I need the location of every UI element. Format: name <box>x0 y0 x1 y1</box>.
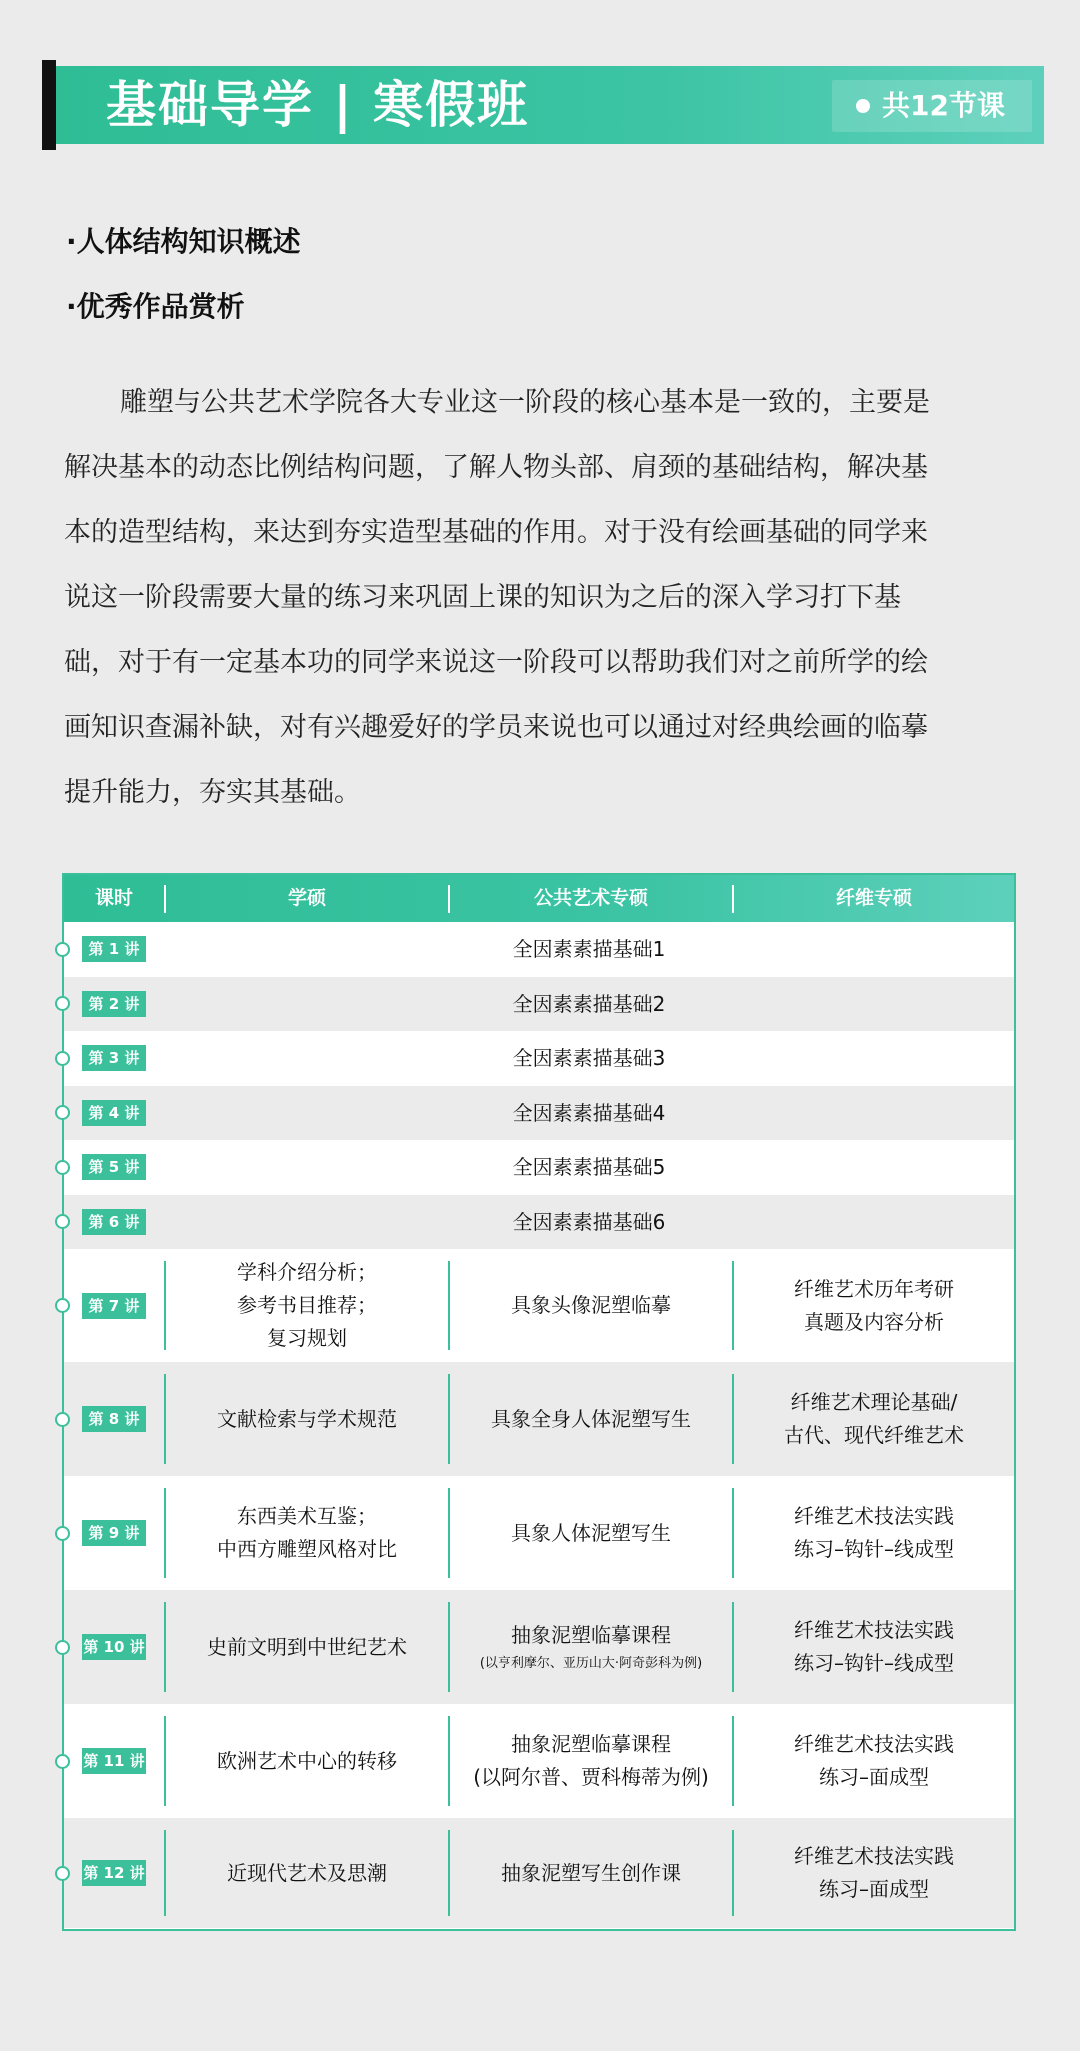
public-art-cell <box>450 1818 732 1928</box>
public-art-cell <box>450 1476 732 1590</box>
schedule-table <box>62 873 1016 1931</box>
cell-line: 纤维艺术技法实践 <box>794 1504 954 1528</box>
banner-accent-bar <box>42 60 56 150</box>
timeline-dot-icon <box>55 1298 70 1313</box>
table-row <box>64 1818 1014 1928</box>
cell-line: 纤维艺术技法实践 <box>794 1844 954 1868</box>
table-row <box>64 1362 1014 1476</box>
table-row <box>64 1590 1014 1704</box>
cell-line: (以阿尔普、贾科梅蒂为例) <box>473 1765 709 1789</box>
merged-cell: 全因素素描基础4 <box>512 1100 666 1125</box>
cell-line: 复习规划 <box>267 1326 347 1350</box>
merged-cell: 全因素素描基础3 <box>512 1046 666 1070</box>
timeline-dot-icon <box>55 1526 70 1541</box>
xueshuo-cell <box>166 1590 448 1704</box>
lesson-count-label: 共12节课 <box>882 89 1005 122</box>
column-divider <box>164 1488 166 1578</box>
column-divider <box>164 1716 166 1806</box>
column-divider <box>164 1830 166 1916</box>
cell-line: 参考书目推荐； <box>237 1293 377 1317</box>
xueshuo-cell <box>166 1704 448 1818</box>
section-banner <box>42 60 1044 150</box>
cell-line: 真题及内容分析 <box>804 1309 944 1334</box>
table-row <box>64 1086 1014 1141</box>
lecture-badge: 第 7 讲 <box>82 1293 146 1319</box>
bullet-item: ·人体结构知识概述 <box>66 225 301 258</box>
column-divider <box>732 1830 734 1916</box>
paragraph-line: 提升能力，夯实其基础。 <box>64 777 361 808</box>
column-divider <box>164 1374 166 1464</box>
cell-line: 纤维艺术理论基础/ <box>790 1390 958 1414</box>
table-row <box>64 922 1014 977</box>
fiber-cell <box>734 1362 1014 1476</box>
cell-line: 练习–面成型 <box>819 1877 929 1901</box>
timeline-dot-icon <box>55 1051 70 1066</box>
lecture-badge: 第 5 讲 <box>82 1154 146 1180</box>
merged-cell: 全因素素描基础6 <box>512 1209 666 1234</box>
column-divider <box>448 1602 450 1692</box>
table-row <box>64 1704 1014 1818</box>
timeline-dot-icon <box>55 1105 70 1120</box>
table-row <box>64 1476 1014 1590</box>
header-cell-lecture: 课时 <box>94 887 133 909</box>
table-header <box>64 875 1014 922</box>
lecture-badge: 第 9 讲 <box>82 1520 146 1546</box>
timeline-dot-icon <box>55 1640 70 1655</box>
lecture-badge: 第 6 讲 <box>82 1209 146 1235</box>
timeline-dot-icon <box>55 996 70 1011</box>
cell-line: 中西方雕塑风格对比 <box>217 1537 397 1561</box>
cell-line: 学科介绍分析； <box>237 1260 377 1284</box>
lecture-badge: 第 2 讲 <box>82 991 146 1017</box>
lesson-count-badge <box>832 80 1032 132</box>
column-divider <box>164 1261 166 1350</box>
lecture-badge: 第 10 讲 <box>82 1634 146 1660</box>
public-art-cell <box>450 1590 732 1704</box>
fiber-cell <box>734 1249 1014 1362</box>
xueshuo-cell <box>166 1249 448 1362</box>
cell-line: 古代、现代纤维艺术 <box>784 1423 964 1447</box>
column-divider <box>448 1261 450 1350</box>
column-divider <box>732 1716 734 1806</box>
timeline-dot-icon <box>55 942 70 957</box>
fiber-cell <box>734 1818 1014 1928</box>
timeline-dot-icon <box>55 1412 70 1427</box>
cell-line: 具象人体泥塑写生 <box>511 1520 671 1545</box>
cell-line: 纤维艺术技法实践 <box>794 1732 954 1756</box>
intro-paragraph <box>64 370 1024 825</box>
cell-line: 纤维艺术历年考研 <box>794 1276 954 1301</box>
table-row <box>64 1031 1014 1086</box>
cell-line: 欧洲艺术中心的转移 <box>217 1748 397 1773</box>
paragraph-line: 画知识查漏补缺，对有兴趣爱好的学员来说也可以通过对经典绘画的临摹 <box>64 712 928 743</box>
paragraph-line: 本的造型结构，来达到夯实造型基础的作用。对于没有绘画基础的同学来 <box>64 517 928 548</box>
column-divider <box>732 1602 734 1692</box>
paragraph-line: 础，对于有一定基本功的同学来说这一阶段可以帮助我们对之前所学的绘 <box>64 647 928 678</box>
cell-line: 抽象泥塑写生创作课 <box>501 1860 681 1885</box>
merged-cell: 全因素素描基础2 <box>512 991 666 1016</box>
table-row <box>64 1140 1014 1195</box>
cell-note: (以亨利摩尔、亚历山大·阿奇彭科为例) <box>479 1655 703 1671</box>
lecture-badge: 第 1 讲 <box>82 936 146 962</box>
fiber-cell <box>734 1476 1014 1590</box>
merged-cell: 全因素素描基础5 <box>512 1155 666 1179</box>
fiber-cell <box>734 1704 1014 1818</box>
cell-line: 抽象泥塑临摹课程 <box>511 1622 671 1647</box>
timeline-dot-icon <box>55 1754 70 1769</box>
table-row <box>64 977 1014 1032</box>
paragraph-line: 说这一阶段需要大量的练习来巩固上课的知识为之后的深入学习打下基 <box>64 582 901 613</box>
cell-line: 练习–面成型 <box>819 1765 929 1789</box>
bullet-item: ·优秀作品赏析 <box>66 290 245 323</box>
lecture-badge: 第 4 讲 <box>82 1100 146 1126</box>
column-divider <box>448 1830 450 1916</box>
table-row <box>64 1249 1014 1362</box>
page-title: 基础导学 | 寒假班 <box>106 76 530 134</box>
fiber-cell <box>734 1590 1014 1704</box>
xueshuo-cell <box>166 1476 448 1590</box>
lecture-badge: 第 11 讲 <box>82 1748 146 1774</box>
xueshuo-cell <box>166 1818 448 1928</box>
merged-cell: 全因素素描基础1 <box>512 937 666 961</box>
cell-line: 史前文明到中世纪艺术 <box>207 1634 407 1659</box>
cell-line: 文献检索与学术规范 <box>217 1406 397 1431</box>
cell-line: 抽象泥塑临摹课程 <box>511 1732 671 1756</box>
timeline-dot-icon <box>55 1160 70 1175</box>
cell-line: 练习–钩针–线成型 <box>794 1537 954 1561</box>
column-divider <box>732 1488 734 1578</box>
lecture-badge: 第 12 讲 <box>82 1860 146 1886</box>
paragraph-line: 雕塑与公共艺术学院各大专业这一阶段的核心基本是一致的，主要是 <box>120 387 930 418</box>
column-divider <box>732 1261 734 1350</box>
public-art-cell <box>450 1704 732 1818</box>
column-divider <box>732 1374 734 1464</box>
cell-line: 近现代艺术及思潮 <box>227 1860 387 1885</box>
cell-line: 东西美术互鉴； <box>237 1504 377 1528</box>
dot-icon <box>856 99 870 113</box>
column-divider <box>448 1716 450 1806</box>
column-divider <box>448 1374 450 1464</box>
header-cell-fiber: 纤维专硕 <box>835 887 912 909</box>
column-divider <box>448 1488 450 1578</box>
public-art-cell <box>450 1362 732 1476</box>
public-art-cell <box>450 1249 732 1362</box>
cell-line: 纤维艺术技法实践 <box>794 1618 954 1642</box>
timeline-dot-icon <box>55 1214 70 1229</box>
lecture-badge: 第 3 讲 <box>82 1045 146 1071</box>
xueshuo-cell <box>166 1362 448 1476</box>
timeline-dot-icon <box>55 1866 70 1881</box>
table-row <box>64 1195 1014 1250</box>
header-cell-xueshuo: 学硕 <box>287 887 326 909</box>
cell-line: 练习–钩针–线成型 <box>794 1651 954 1675</box>
lecture-badge: 第 8 讲 <box>82 1406 146 1432</box>
header-cell-public-art: 公共艺术专硕 <box>533 887 648 909</box>
paragraph-line: 解决基本的动态比例结构问题，了解人物头部、肩颈的基础结构，解决基 <box>64 452 928 483</box>
cell-line: 具象头像泥塑临摹 <box>511 1293 671 1317</box>
cell-line: 具象全身人体泥塑写生 <box>491 1406 691 1431</box>
column-divider <box>164 1602 166 1692</box>
